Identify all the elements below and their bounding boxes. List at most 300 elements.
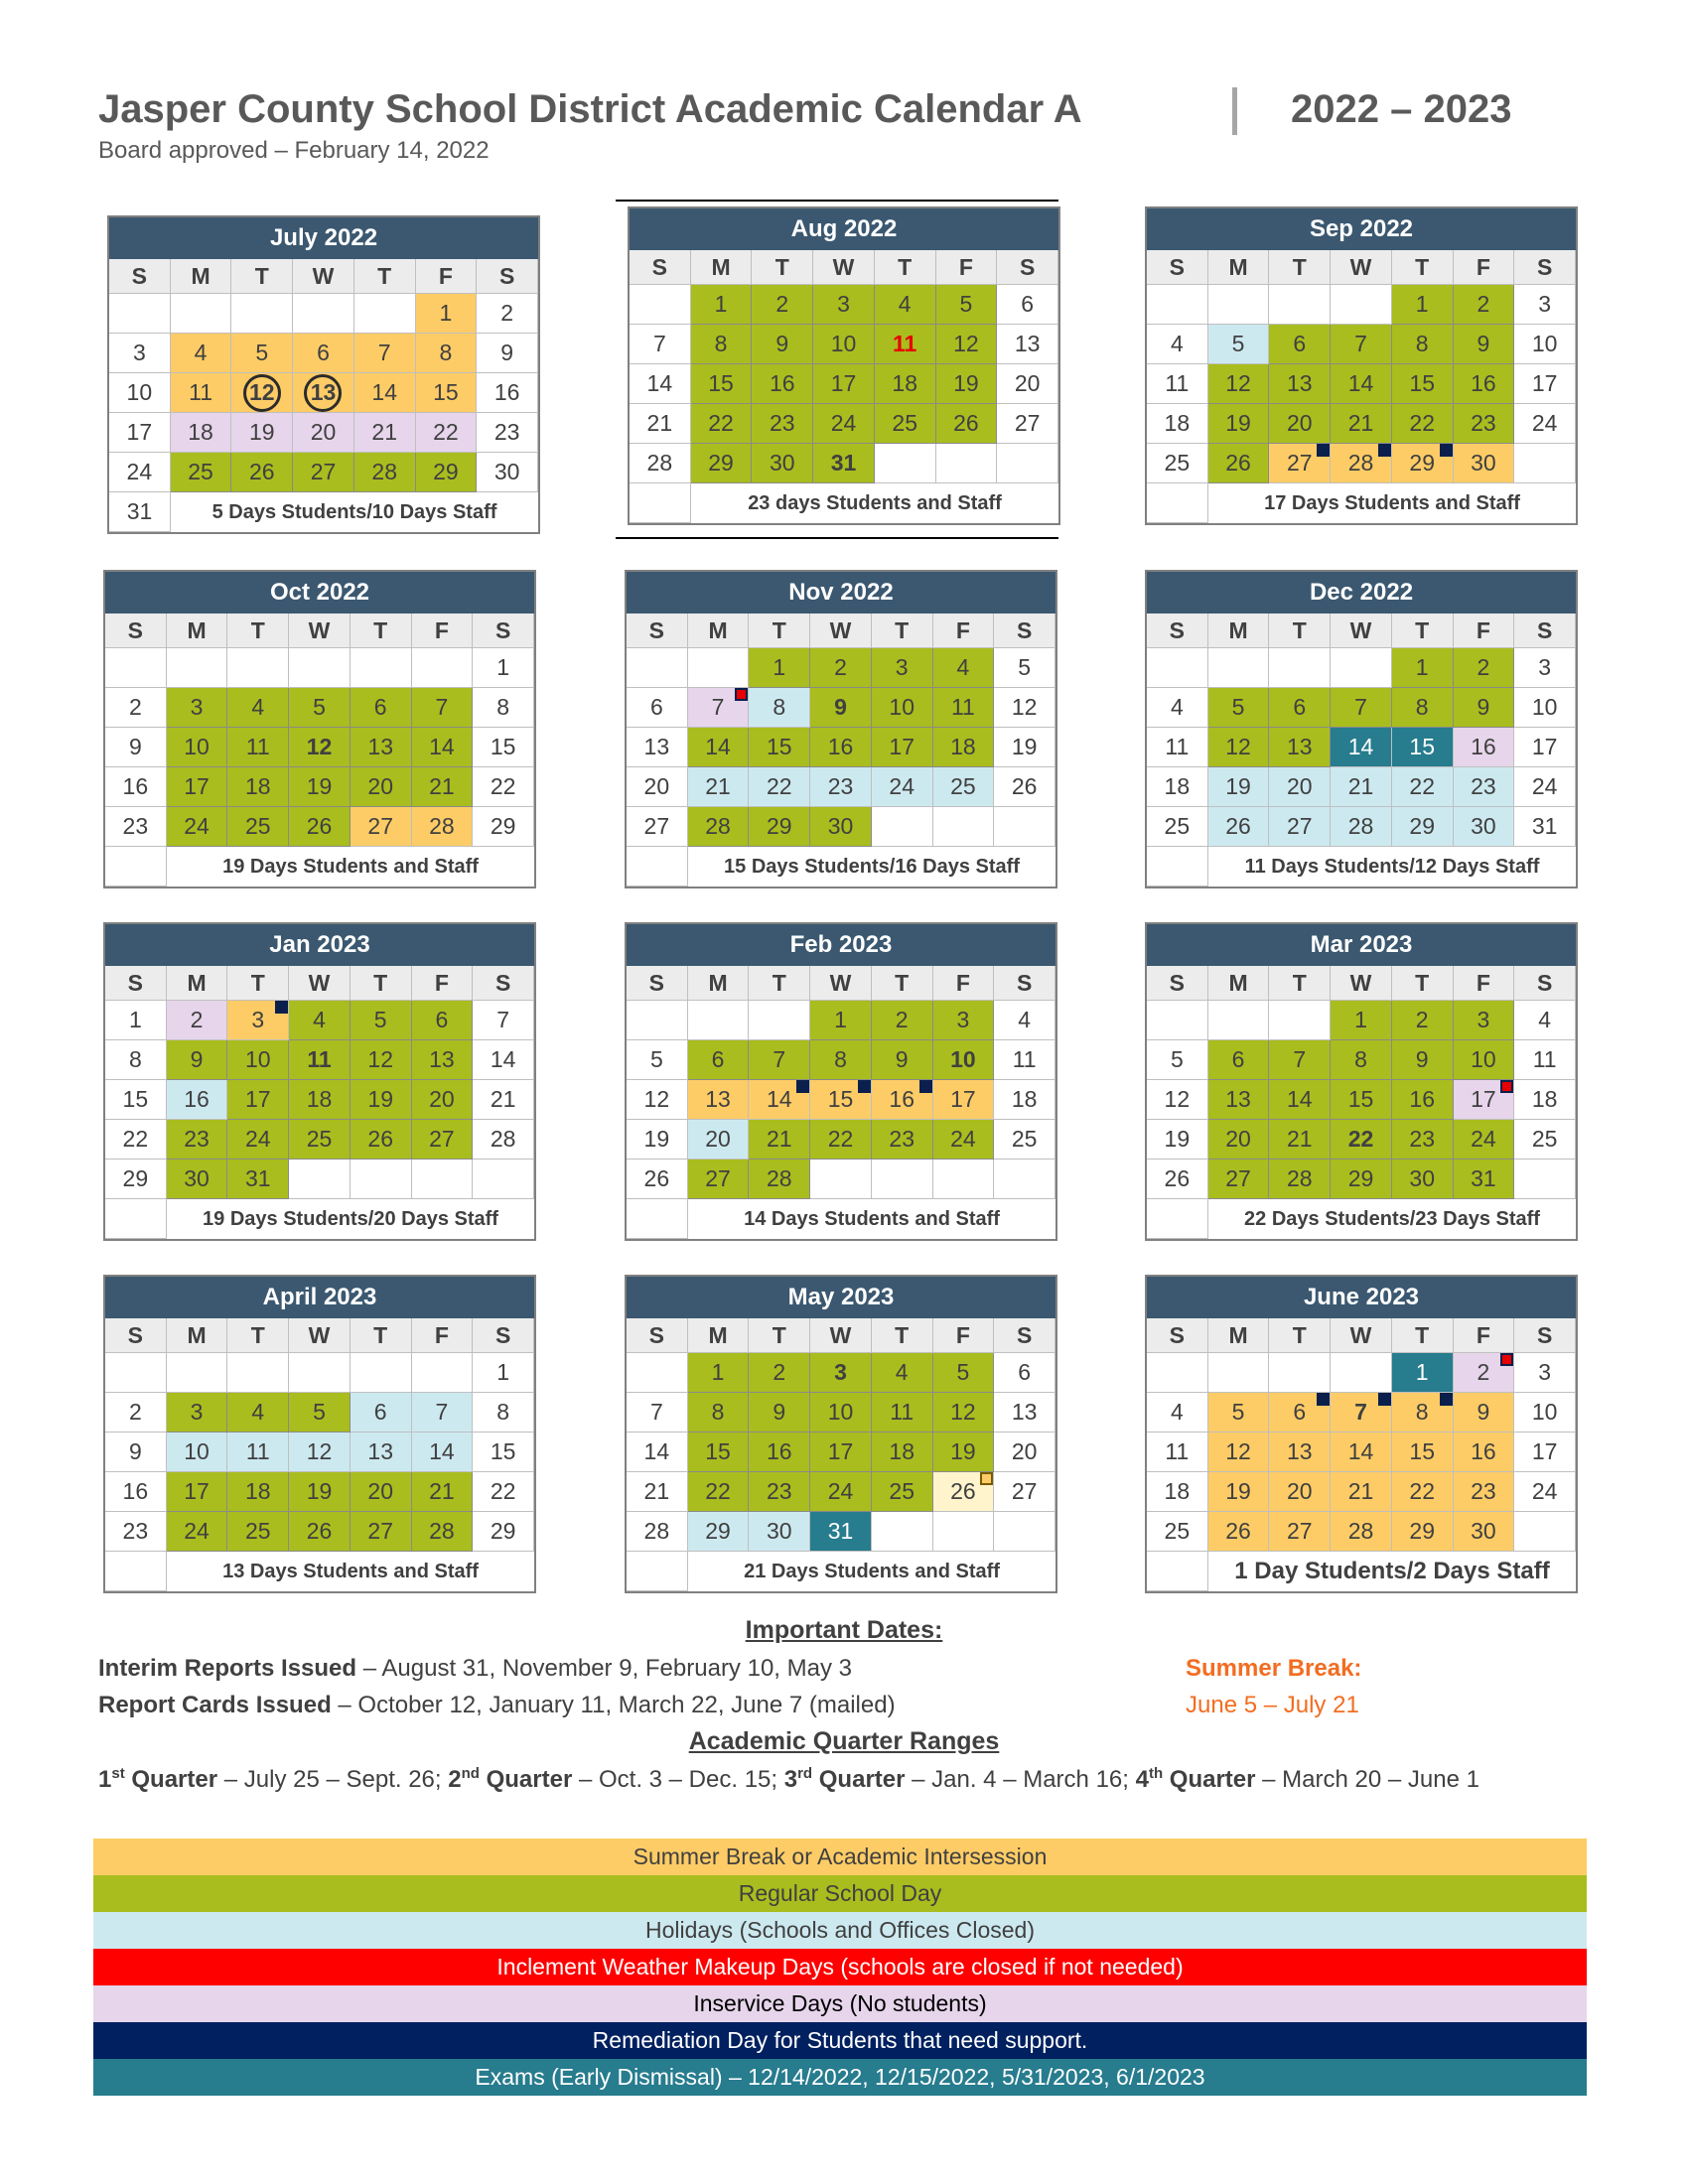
footer-first-cell — [1147, 1552, 1208, 1591]
weekday-header: F — [933, 1318, 995, 1353]
footer-first-cell — [105, 1552, 167, 1591]
day-cell: 5 — [994, 648, 1055, 688]
aug-top-rule — [616, 200, 1058, 202]
weekday-header: S — [473, 966, 534, 1001]
footer-first-cell — [630, 483, 691, 523]
day-cell: 16 — [477, 373, 538, 413]
legend-item: Holidays (Schools and Offices Closed) — [93, 1912, 1587, 1949]
month-calendar — [107, 215, 540, 534]
day-cell: 12 — [1147, 1080, 1208, 1120]
month-calendar — [628, 206, 1060, 525]
day-cell — [289, 1160, 351, 1199]
day-cell: 4 — [1514, 1001, 1576, 1040]
day-cell: 17 — [1514, 364, 1576, 404]
day-cell: 14 — [688, 728, 750, 767]
weekday-header: S — [105, 966, 167, 1001]
weekday-header: M — [691, 250, 753, 285]
month-calendar — [1145, 922, 1578, 1241]
weekday-header: M — [1208, 966, 1270, 1001]
weekday-header: W — [1331, 1318, 1392, 1353]
day-cell: 19 — [289, 767, 351, 807]
day-cell: 19 — [1208, 1472, 1270, 1512]
day-cell: 19 — [994, 728, 1055, 767]
month-calendar — [1145, 570, 1578, 888]
day-grid — [627, 966, 1055, 1199]
day-count-summary: 5 Days Students/10 Days Staff — [211, 500, 497, 523]
day-cell: 10 — [227, 1040, 289, 1080]
day-cell: 30 — [752, 444, 813, 483]
month-title: Mar 2023 — [1147, 924, 1576, 966]
day-cell: 6 — [1269, 325, 1331, 364]
day-cell: 9 — [105, 728, 167, 767]
day-cell: 16 — [1454, 728, 1515, 767]
day-cell: 22 — [1392, 767, 1454, 807]
day-grid — [1147, 250, 1576, 483]
month-title: Sep 2022 — [1147, 208, 1576, 250]
footer-first-cell: 31 — [109, 492, 171, 532]
day-cell: 12 — [933, 1393, 995, 1433]
day-cell — [1208, 1001, 1270, 1040]
month-calendar — [625, 922, 1057, 1241]
day-cell — [872, 807, 933, 847]
day-cell: 8 — [1392, 688, 1454, 728]
weekday-header: W — [810, 614, 872, 648]
day-cell: 27 — [1269, 1512, 1331, 1552]
day-cell: 4 — [289, 1001, 351, 1040]
day-cell: 25 — [872, 1472, 933, 1512]
day-count-summary: 19 Days Students/20 Days Staff — [203, 1207, 498, 1230]
day-cell: 17 — [933, 1080, 995, 1120]
day-cell: 23 — [872, 1120, 933, 1160]
weekday-header: M — [167, 966, 228, 1001]
day-cell: 10 — [813, 325, 875, 364]
q2-label: Quarter — [479, 1766, 573, 1793]
weekday-header: T — [1269, 966, 1331, 1001]
day-marker — [1500, 1080, 1513, 1093]
day-cell: 23 — [749, 1472, 810, 1512]
weekday-header: S — [994, 614, 1055, 648]
day-cell — [872, 1512, 933, 1552]
day-cell: 18 — [1147, 404, 1208, 444]
day-cell — [994, 1512, 1055, 1552]
day-cell: 7 — [1331, 1393, 1392, 1433]
day-cell: 24 — [167, 1512, 228, 1552]
day-cell: 8 — [105, 1040, 167, 1080]
day-cell: 24 — [109, 453, 171, 492]
title-divider — [1232, 87, 1237, 135]
month-calendar — [103, 1275, 536, 1593]
day-cell: 31 — [227, 1160, 289, 1199]
day-cell: 14 — [1331, 1433, 1392, 1472]
day-cell: 7 — [412, 1393, 474, 1433]
weekday-header: W — [1331, 966, 1392, 1001]
weekday-header: W — [1331, 614, 1392, 648]
day-cell: 23 — [1392, 1120, 1454, 1160]
q3-range: – Jan. 4 – March 16; — [905, 1766, 1136, 1793]
day-grid — [109, 259, 538, 492]
day-marker — [1317, 444, 1330, 457]
day-cell: 30 — [1392, 1160, 1454, 1199]
approval-note: Board approved – February 14, 2022 — [98, 137, 490, 164]
day-cell: 11 — [933, 688, 995, 728]
day-cell: 28 — [473, 1120, 534, 1160]
day-cell: 5 — [936, 285, 998, 325]
month-title: April 2023 — [105, 1277, 534, 1318]
weekday-header: S — [997, 250, 1058, 285]
day-cell: 17 — [872, 728, 933, 767]
day-cell: 18 — [1147, 1472, 1208, 1512]
day-cell — [810, 1160, 872, 1199]
day-grid — [105, 966, 534, 1199]
day-cell: 30 — [1454, 807, 1515, 847]
q4-range: – March 20 – June 1 — [1255, 1766, 1479, 1793]
weekday-header: T — [752, 250, 813, 285]
legend-item: Inservice Days (No students) — [93, 1985, 1587, 2022]
day-cell: 2 — [752, 285, 813, 325]
day-cell: 2 — [749, 1353, 810, 1393]
footer-first-cell — [627, 847, 688, 887]
day-cell — [936, 444, 998, 483]
day-cell: 5 — [627, 1040, 688, 1080]
day-cell: 6 — [351, 1393, 412, 1433]
day-cell: 20 — [351, 1472, 412, 1512]
day-cell: 12 — [936, 325, 998, 364]
day-cell: 21 — [412, 1472, 474, 1512]
day-cell: 1 — [688, 1353, 750, 1393]
month-footer — [627, 1552, 1055, 1591]
day-cell: 15 — [749, 728, 810, 767]
weekday-header: M — [688, 966, 750, 1001]
day-cell: 25 — [1147, 1512, 1208, 1552]
day-count-summary: 23 days Students and Staff — [748, 491, 1002, 514]
day-cell: 17 — [1514, 1433, 1576, 1472]
day-cell — [167, 1353, 228, 1393]
day-cell: 15 — [473, 1433, 534, 1472]
day-cell: 18 — [171, 413, 232, 453]
day-cell: 6 — [994, 1353, 1055, 1393]
day-cell — [872, 1160, 933, 1199]
day-count-summary: 17 Days Students and Staff — [1264, 491, 1520, 514]
day-count-summary: 11 Days Students/12 Days Staff — [1244, 855, 1540, 878]
day-cell: 1 — [105, 1001, 167, 1040]
day-cell: 26 — [1147, 1160, 1208, 1199]
day-cell — [227, 1353, 289, 1393]
day-cell — [412, 1160, 474, 1199]
day-cell: 21 — [473, 1080, 534, 1120]
day-cell: 4 — [1147, 325, 1208, 364]
day-cell: 2 — [477, 294, 538, 334]
weekday-header: T — [1392, 250, 1454, 285]
day-cell: 2 — [872, 1001, 933, 1040]
day-cell: 16 — [752, 364, 813, 404]
day-cell: 4 — [933, 648, 995, 688]
day-cell: 15 — [105, 1080, 167, 1120]
day-cell — [231, 373, 293, 413]
day-cell: 27 — [627, 807, 688, 847]
weekday-header: M — [167, 614, 228, 648]
weekday-header: T — [875, 250, 936, 285]
day-cell: 6 — [1269, 688, 1331, 728]
day-marker — [919, 1080, 932, 1093]
day-cell: 25 — [875, 404, 936, 444]
day-cell: 30 — [167, 1160, 228, 1199]
weekday-header: S — [627, 614, 688, 648]
day-cell: 13 — [1269, 364, 1331, 404]
weekday-header: T — [351, 966, 412, 1001]
interim-reports — [98, 1655, 852, 1683]
day-cell: 26 — [627, 1160, 688, 1199]
day-cell: 21 — [1331, 404, 1392, 444]
weekday-header: S — [627, 1318, 688, 1353]
day-cell: 13 — [627, 728, 688, 767]
day-cell: 22 — [416, 413, 478, 453]
day-cell: 23 — [105, 1512, 167, 1552]
day-cell — [1147, 1353, 1208, 1393]
month-footer — [105, 1199, 534, 1239]
month-title: Nov 2022 — [627, 572, 1055, 614]
day-cell: 4 — [1147, 688, 1208, 728]
day-cell: 29 — [473, 807, 534, 847]
weekday-header: T — [354, 259, 416, 294]
weekday-header: W — [289, 614, 351, 648]
day-cell: 6 — [1269, 1393, 1331, 1433]
day-cell: 10 — [1514, 325, 1576, 364]
day-cell: 24 — [872, 767, 933, 807]
day-cell: 11 — [1147, 1433, 1208, 1472]
day-cell: 2 — [1454, 648, 1515, 688]
day-cell: 15 — [688, 1433, 750, 1472]
day-cell: 18 — [227, 1472, 289, 1512]
month-footer — [630, 483, 1058, 523]
day-cell — [749, 1001, 810, 1040]
weekday-header: S — [473, 1318, 534, 1353]
interim-dates: – August 31, November 9, February 10, May 3 — [356, 1655, 852, 1682]
weekday-header: S — [1147, 614, 1208, 648]
weekday-header: T — [872, 614, 933, 648]
day-cell — [105, 648, 167, 688]
day-marker — [858, 1080, 871, 1093]
day-cell: 7 — [1331, 325, 1392, 364]
weekday-header: T — [749, 1318, 810, 1353]
day-cell — [627, 1353, 688, 1393]
day-cell: 15 — [1392, 728, 1454, 767]
day-cell — [997, 444, 1058, 483]
month-title: Jan 2023 — [105, 924, 534, 966]
q2-range: – Oct. 3 – Dec. 15; — [572, 1766, 784, 1793]
weekday-header: S — [105, 1318, 167, 1353]
day-cell: 29 — [1392, 1512, 1454, 1552]
day-cell: 5 — [289, 688, 351, 728]
day-marker — [1440, 444, 1453, 457]
day-cell: 28 — [1331, 444, 1392, 483]
day-count-summary: 19 Days Students and Staff — [222, 855, 479, 878]
day-cell: 12 — [1208, 728, 1270, 767]
day-cell: 14 — [412, 1433, 474, 1472]
day-grid — [627, 1318, 1055, 1552]
day-cell: 8 — [1392, 325, 1454, 364]
day-cell — [1514, 1512, 1576, 1552]
day-cell — [1269, 1001, 1331, 1040]
day-cell: 24 — [1514, 767, 1576, 807]
weekday-header: F — [1454, 1318, 1515, 1353]
day-cell: 20 — [627, 767, 688, 807]
day-marker — [980, 1472, 993, 1485]
day-cell: 12 — [1208, 364, 1270, 404]
day-cell: 29 — [1392, 444, 1454, 483]
day-cell: 5 — [351, 1001, 412, 1040]
day-cell: 11 — [872, 1393, 933, 1433]
day-cell: 24 — [1514, 404, 1576, 444]
day-cell — [1269, 648, 1331, 688]
day-cell — [933, 1512, 995, 1552]
q2-num: 2 — [448, 1766, 462, 1793]
weekday-header: T — [1269, 1318, 1331, 1353]
day-cell: 8 — [749, 688, 810, 728]
weekday-header: S — [1514, 250, 1576, 285]
weekday-header: T — [231, 259, 293, 294]
day-count-summary: 1 Day Students/2 Days Staff — [1234, 1558, 1550, 1584]
weekday-header: T — [1392, 966, 1454, 1001]
day-cell: 9 — [1454, 1393, 1515, 1433]
legend-item: Inclement Weather Makeup Days (schools are closed if not needed) — [93, 1949, 1587, 1985]
day-cell: 27 — [412, 1120, 474, 1160]
weekday-header: T — [1392, 1318, 1454, 1353]
day-cell: 1 — [810, 1001, 872, 1040]
day-cell: 28 — [688, 807, 750, 847]
day-cell: 13 — [1269, 728, 1331, 767]
day-marker — [796, 1080, 809, 1093]
day-cell: 27 — [351, 1512, 412, 1552]
day-cell: 7 — [688, 688, 750, 728]
day-cell: 22 — [810, 1120, 872, 1160]
day-cell: 28 — [354, 453, 416, 492]
day-cell: 1 — [691, 285, 753, 325]
day-cell: 3 — [227, 1001, 289, 1040]
day-cell: 8 — [810, 1040, 872, 1080]
day-grid — [105, 1318, 534, 1552]
month-calendar — [625, 570, 1057, 888]
day-cell: 22 — [688, 1472, 750, 1512]
day-cell: 17 — [810, 1433, 872, 1472]
day-cell: 9 — [105, 1433, 167, 1472]
day-cell: 14 — [1269, 1080, 1331, 1120]
day-cell: 24 — [813, 404, 875, 444]
day-cell: 22 — [105, 1120, 167, 1160]
month-footer — [109, 492, 538, 532]
day-cell: 9 — [749, 1393, 810, 1433]
day-cell: 18 — [933, 728, 995, 767]
day-cell: 2 — [167, 1001, 228, 1040]
day-cell: 4 — [227, 1393, 289, 1433]
weekday-header: S — [994, 966, 1055, 1001]
day-cell: 25 — [227, 1512, 289, 1552]
weekday-header: W — [289, 1318, 351, 1353]
day-marker — [1440, 1393, 1453, 1406]
footer-first-cell — [627, 1552, 688, 1591]
day-cell — [688, 648, 750, 688]
day-cell — [105, 1353, 167, 1393]
day-cell — [412, 1353, 474, 1393]
footer-first-cell — [105, 1199, 167, 1239]
day-grid — [1147, 614, 1576, 847]
day-cell: 17 — [167, 1472, 228, 1512]
day-cell: 29 — [688, 1512, 750, 1552]
weekday-header: T — [749, 966, 810, 1001]
day-cell: 1 — [1331, 1001, 1392, 1040]
day-cell: 4 — [994, 1001, 1055, 1040]
day-cell: 24 — [1454, 1120, 1515, 1160]
day-cell: 28 — [1269, 1160, 1331, 1199]
day-cell: 10 — [1514, 1393, 1576, 1433]
day-cell: 10 — [109, 373, 171, 413]
day-cell: 11 — [1147, 728, 1208, 767]
day-cell: 11 — [994, 1040, 1055, 1080]
day-cell — [1208, 648, 1270, 688]
day-cell: 20 — [997, 364, 1058, 404]
day-cell: 11 — [227, 728, 289, 767]
weekday-header: M — [1208, 1318, 1270, 1353]
month-title: May 2023 — [627, 1277, 1055, 1318]
page-title: Jasper County School District Academic Calendar A — [98, 87, 1082, 131]
day-cell: 29 — [105, 1160, 167, 1199]
day-cell: 18 — [994, 1080, 1055, 1120]
day-cell: 5 — [1208, 688, 1270, 728]
day-cell: 10 — [1454, 1040, 1515, 1080]
quarter-ranges — [98, 1765, 1479, 1794]
day-cell: 26 — [1208, 807, 1270, 847]
day-cell: 19 — [231, 413, 293, 453]
day-cell: 1 — [473, 1353, 534, 1393]
day-cell: 16 — [1392, 1080, 1454, 1120]
day-cell: 5 — [933, 1353, 995, 1393]
day-cell: 26 — [1208, 1512, 1270, 1552]
day-cell — [1514, 444, 1576, 483]
day-cell: 10 — [933, 1040, 995, 1080]
footer-first-cell — [1147, 1199, 1208, 1239]
day-cell: 18 — [1514, 1080, 1576, 1120]
weekday-header: S — [105, 614, 167, 648]
day-cell: 31 — [1454, 1160, 1515, 1199]
day-cell: 14 — [354, 373, 416, 413]
day-cell: 19 — [1208, 767, 1270, 807]
day-cell: 26 — [994, 767, 1055, 807]
weekday-header: S — [1514, 1318, 1576, 1353]
day-cell: 8 — [416, 334, 478, 373]
q2-sup: nd — [461, 1765, 480, 1782]
day-cell: 1 — [1392, 648, 1454, 688]
day-cell: 7 — [627, 1393, 688, 1433]
day-cell: 16 — [1454, 364, 1515, 404]
day-cell: 20 — [412, 1080, 474, 1120]
day-cell: 19 — [1208, 404, 1270, 444]
day-cell: 20 — [1269, 767, 1331, 807]
day-cell: 3 — [167, 688, 228, 728]
day-cell — [627, 1001, 688, 1040]
day-cell: 25 — [171, 453, 232, 492]
report-dates: – October 12, January 11, March 22, June 7 (mailed) — [331, 1692, 896, 1718]
day-cell — [171, 294, 232, 334]
day-cell — [1147, 285, 1208, 325]
weekday-header: T — [227, 1318, 289, 1353]
weekday-header: F — [936, 250, 998, 285]
weekday-header: T — [872, 966, 933, 1001]
day-cell: 14 — [1331, 364, 1392, 404]
weekday-header: F — [933, 614, 995, 648]
q1-num: 1 — [98, 1766, 112, 1793]
day-cell: 6 — [293, 334, 354, 373]
day-cell: 7 — [354, 334, 416, 373]
day-cell: 22 — [1331, 1120, 1392, 1160]
